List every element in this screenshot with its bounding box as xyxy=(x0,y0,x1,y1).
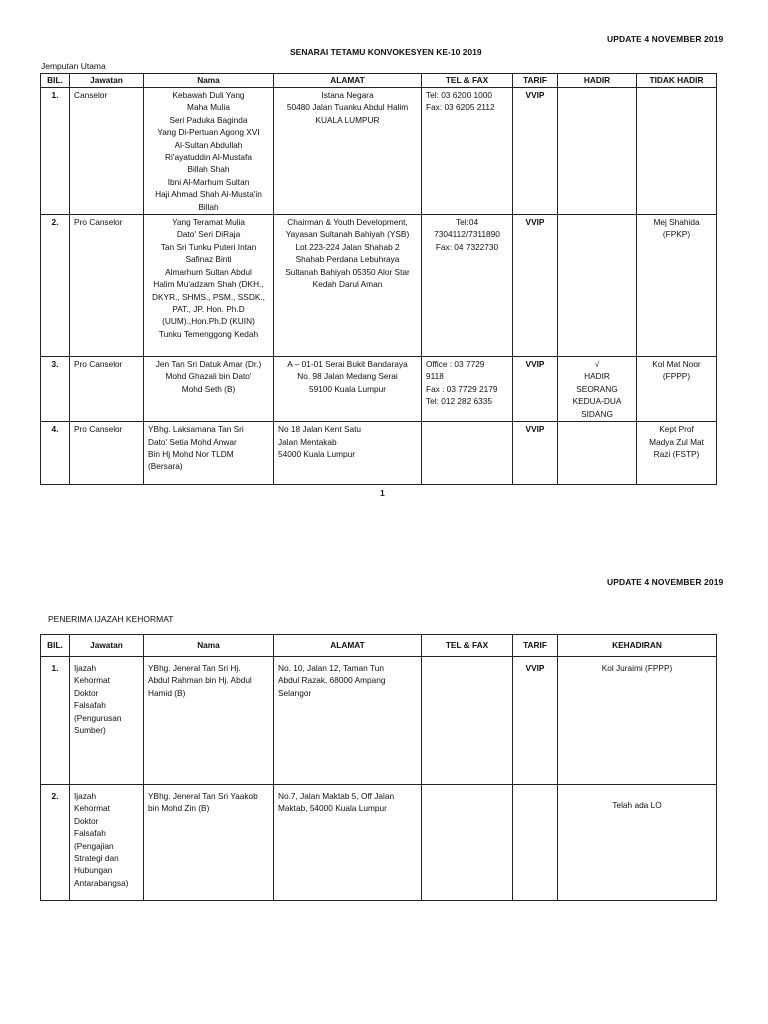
nama-line: Seri Paduka Baginda xyxy=(169,114,248,125)
tel-line: Tel: 03 6200 1000 xyxy=(426,90,492,100)
cell-bil: 2. xyxy=(41,215,70,357)
update-date-2: UPDATE 4 NOVEMBER 2019 xyxy=(607,577,724,587)
cell-nama xyxy=(144,657,274,785)
header-jawatan: Jawatan xyxy=(70,635,144,657)
cell-jawatan: Canselor xyxy=(70,88,144,215)
jawatan-line: (Pengurusan xyxy=(74,712,122,723)
table-row xyxy=(41,657,717,785)
alamat-line: Chairman & Youth Development, xyxy=(287,217,408,228)
nama-line: Ibni Al-Marhum Sultan xyxy=(167,176,250,187)
header-nama: Nama xyxy=(144,635,274,657)
cell-tel-fax xyxy=(422,88,513,215)
cell-nama xyxy=(144,422,274,485)
nama-line: Al-Sultan Abdullah xyxy=(174,139,243,150)
nama-line: DKYR., SHMS., PSM., SSDK., xyxy=(152,291,265,302)
jawatan-line: Ijazah xyxy=(74,791,97,801)
nama-line: (UUM).,Hon.Ph.D (KUIN) xyxy=(162,316,255,327)
jawatan-line: Hubungan xyxy=(74,865,113,876)
alamat-line: Jalan Mentakab xyxy=(278,436,337,447)
cell-tel-fax xyxy=(422,357,513,422)
alamat-line: Kedah Darul Aman xyxy=(312,279,383,290)
section-title-2: PENERIMA IJAZAH KEHORMAT xyxy=(48,614,174,624)
header-alamat: ALAMAT xyxy=(274,74,422,88)
cell-tel-fax xyxy=(422,657,513,785)
section-title: Jemputan Utama xyxy=(41,61,106,71)
cell-jawatan: Pro Canselor xyxy=(70,357,144,422)
header-alamat: ALAMAT xyxy=(274,635,422,657)
cell-alamat xyxy=(274,88,422,215)
cell-alamat xyxy=(274,215,422,357)
header-kehadiran: KEHADIRAN xyxy=(558,635,717,657)
nama-line: Abdul Rahman bin Hj. Abdul xyxy=(148,675,252,686)
cell-tarif: VVIP xyxy=(513,422,558,485)
jawatan-line: Sumber) xyxy=(74,725,106,736)
table-row xyxy=(41,88,717,215)
header-jawatan: Jawatan xyxy=(70,74,144,88)
nama-line: Haji Ahmad Shah Al-Musta'in xyxy=(155,189,262,200)
cell-bil: 4. xyxy=(41,422,70,485)
page-number: 1 xyxy=(380,488,385,498)
header-tarif: TARIF xyxy=(513,635,558,657)
cell-jawatan: Pro Canselor xyxy=(70,215,144,357)
alamat-line: No.7, Jalan Maktab 5, Off Jalan xyxy=(278,791,395,801)
alamat-line: Istana Negara xyxy=(321,90,374,100)
alamat-line: Yayasan Sultanah Bahiyah (YSB) xyxy=(285,229,410,240)
header-tel-fax: TEL & FAX xyxy=(422,635,513,657)
cell-jawatan: Pro Canselor xyxy=(70,422,144,485)
nama-line: Mohd Ghazali bin Dato' xyxy=(165,371,252,382)
tidak-hadir-line: (FPPP) xyxy=(662,371,691,382)
cell-hadir xyxy=(558,357,637,422)
tel-line: Fax: 03 6205 2112 xyxy=(426,102,495,113)
cell-bil: 2. xyxy=(41,785,70,901)
alamat-line: Selangor xyxy=(278,687,312,698)
hadir-line: SEORANG xyxy=(576,383,618,394)
table-row xyxy=(41,785,717,901)
cell-tel-fax xyxy=(422,215,513,357)
jawatan-line: (Pengajian xyxy=(74,840,114,851)
nama-line: YBhg. Jeneral Tan Sri Yaakob xyxy=(148,791,258,801)
cell-tidak-hadir xyxy=(637,88,717,215)
nama-line: Jen Tan Sri Datuk Amar (Dr.) xyxy=(155,359,262,370)
alamat-line: Abdul Razak, 68000 Ampang xyxy=(278,675,386,686)
nama-line: bin Mohd Zin (B) xyxy=(148,803,210,814)
cell-tidak-hadir xyxy=(637,215,717,357)
cell-kehadiran: Telah ada LO xyxy=(558,785,717,901)
nama-line: YBhg. Jeneral Tan Sri Hj. xyxy=(148,663,241,673)
cell-nama xyxy=(144,215,274,357)
table-row xyxy=(41,422,717,485)
alamat-line: 50480 Jalan Tuanku Abdul Halim xyxy=(286,102,409,113)
alamat-line: 59100 Kuala Lumpur xyxy=(308,383,387,394)
tel-line: Tel: 012 282 6335 xyxy=(426,396,492,407)
cell-tel-fax xyxy=(422,785,513,901)
document-title: SENARAI TETAMU KONVOKESYEN KE-10 2019 xyxy=(290,47,482,57)
cell-tel-fax xyxy=(422,422,513,485)
alamat-line: KUALA LUMPUR xyxy=(315,114,380,125)
header-tel-fax: TEL & FAX xyxy=(422,74,513,88)
nama-line: YBhg. Laksamana Tan Sri xyxy=(148,424,244,435)
hadir-line: √ xyxy=(594,359,600,370)
tel-line: 9118 xyxy=(426,371,444,382)
update-date: UPDATE 4 NOVEMBER 2019 xyxy=(607,34,724,44)
jawatan-line: Kehormat xyxy=(74,675,110,686)
cell-tidak-hadir xyxy=(637,422,717,485)
nama-line: Bin Hj Mohd Nor TLDM xyxy=(148,448,234,459)
nama-line: Billah Shah xyxy=(187,164,230,175)
header-bil: BIL. xyxy=(41,635,70,657)
tel-line: Fax: 04 7322730 xyxy=(435,241,499,252)
tidak-hadir-line: Kol Mat Noor xyxy=(652,359,701,370)
hadir-line: HADIR xyxy=(584,371,610,382)
tidak-hadir-line: Razi (FSTP) xyxy=(653,448,700,459)
tel-line: Tel:04 xyxy=(455,217,479,228)
nama-line: PAT., JP. Hon. Ph.D xyxy=(172,303,245,314)
tidak-hadir-line: Kept Prof xyxy=(659,424,694,435)
nama-line: Safinaz Binti xyxy=(185,254,232,265)
cell-hadir xyxy=(558,422,637,485)
alamat-line: No. 98 Jalan Medang Serai xyxy=(297,371,398,382)
nama-line: Hamid (B) xyxy=(148,687,186,698)
alamat-line: No 18 Jalan Kent Satu xyxy=(278,424,362,435)
jawatan-line: Strategi dan xyxy=(74,853,119,864)
cell-bil: 3. xyxy=(41,357,70,422)
cell-jawatan xyxy=(70,657,144,785)
guest-table xyxy=(40,73,717,485)
header-bil: BIL. xyxy=(41,74,70,88)
alamat-line: Sultanah Bahiyah 05350 Alor Star xyxy=(285,266,410,277)
table-header-row xyxy=(41,635,717,657)
cell-alamat xyxy=(274,357,422,422)
alamat-line: 54000 Kuala Lumpur xyxy=(278,448,356,459)
table-row xyxy=(41,215,717,357)
jawatan-line: Doktor xyxy=(74,815,99,826)
cell-tarif: VVIP xyxy=(513,657,558,785)
nama-line: Maha Mulia xyxy=(187,102,230,113)
hadir-line: KEDUA-DUA xyxy=(572,396,622,407)
cell-alamat xyxy=(274,657,422,785)
cell-hadir xyxy=(558,88,637,215)
tel-line: 7304112/7311890 xyxy=(434,229,500,240)
nama-line: Tunku Temenggong Kedah xyxy=(158,328,259,339)
header-hadir: HADIR xyxy=(558,74,637,88)
alamat-line: Maktab, 54000 Kuala Lumpur xyxy=(278,803,387,814)
nama-line: Kebawah Duli Yang xyxy=(172,90,245,100)
nama-line: Ri'ayatuddin Al-Mustafa xyxy=(165,152,252,163)
cell-jawatan xyxy=(70,785,144,901)
cell-tarif: VVIP xyxy=(513,357,558,422)
cell-bil: 1. xyxy=(41,88,70,215)
hadir-line: SIDANG xyxy=(581,408,613,419)
jawatan-line: Ijazah xyxy=(74,663,97,673)
table-header-row xyxy=(41,74,717,88)
nama-line: Tan Sri Tunku Puteri Intan xyxy=(160,241,257,252)
cell-bil: 1. xyxy=(41,657,70,785)
cell-tarif xyxy=(513,785,558,901)
nama-line: (Bersara) xyxy=(148,461,183,472)
cell-hadir xyxy=(558,215,637,357)
cell-nama xyxy=(144,88,274,215)
nama-line: Dato' Seri DiRaja xyxy=(176,229,241,240)
nama-line: Yang Di-Pertuan Agong XVI xyxy=(157,127,260,138)
nama-line: Yang Teramat Mulia xyxy=(171,217,246,228)
alamat-line: Shahab Perdana Lebuhraya xyxy=(295,254,400,265)
cell-kehadiran: Kol Juraimi (FPPP) xyxy=(558,657,717,785)
cell-alamat xyxy=(274,785,422,901)
alamat-line: No. 10, Jalan 12, Taman Tun xyxy=(278,663,384,673)
header-tidak-hadir: TIDAK HADIR xyxy=(637,74,717,88)
cell-tarif: VVIP xyxy=(513,88,558,215)
cell-alamat xyxy=(274,422,422,485)
nama-line: Almarhum Sultan Abdul xyxy=(165,266,252,277)
jawatan-line: Kehormat xyxy=(74,803,110,814)
tidak-hadir-line: (FPKP) xyxy=(662,229,691,240)
cell-tarif: VVIP xyxy=(513,215,558,357)
jawatan-line: Antarabangsa) xyxy=(74,877,129,888)
alamat-line: A – 01-01 Serai Bukit Bandaraya xyxy=(287,359,408,370)
jawatan-line: Falsafah xyxy=(74,828,106,839)
jawatan-line: Falsafah xyxy=(74,700,106,711)
tidak-hadir-line: Mej Shahida xyxy=(653,217,700,228)
nama-line: Mohd Seth (B) xyxy=(181,383,236,394)
header-tarif: TARIF xyxy=(513,74,558,88)
tel-line: Office : 03 7729 xyxy=(426,359,485,370)
honorary-table xyxy=(40,634,717,901)
nama-line: Halim Mu'adzam Shah (DKH., xyxy=(153,279,264,290)
jawatan-line: Doktor xyxy=(74,687,99,698)
cell-nama xyxy=(144,357,274,422)
alamat-line: Lot 223-224 Jalan Shahab 2 xyxy=(295,241,400,252)
tel-line: Fax : 03 7729 2179 xyxy=(426,383,498,394)
nama-line: Dato' Setia Mohd Anwar xyxy=(148,436,237,447)
cell-nama xyxy=(144,785,274,901)
cell-tidak-hadir xyxy=(637,357,717,422)
table-row xyxy=(41,357,717,422)
header-nama: Nama xyxy=(144,74,274,88)
tidak-hadir-line: Madya Zul Mat xyxy=(649,436,704,447)
nama-line: Billah xyxy=(198,201,219,212)
